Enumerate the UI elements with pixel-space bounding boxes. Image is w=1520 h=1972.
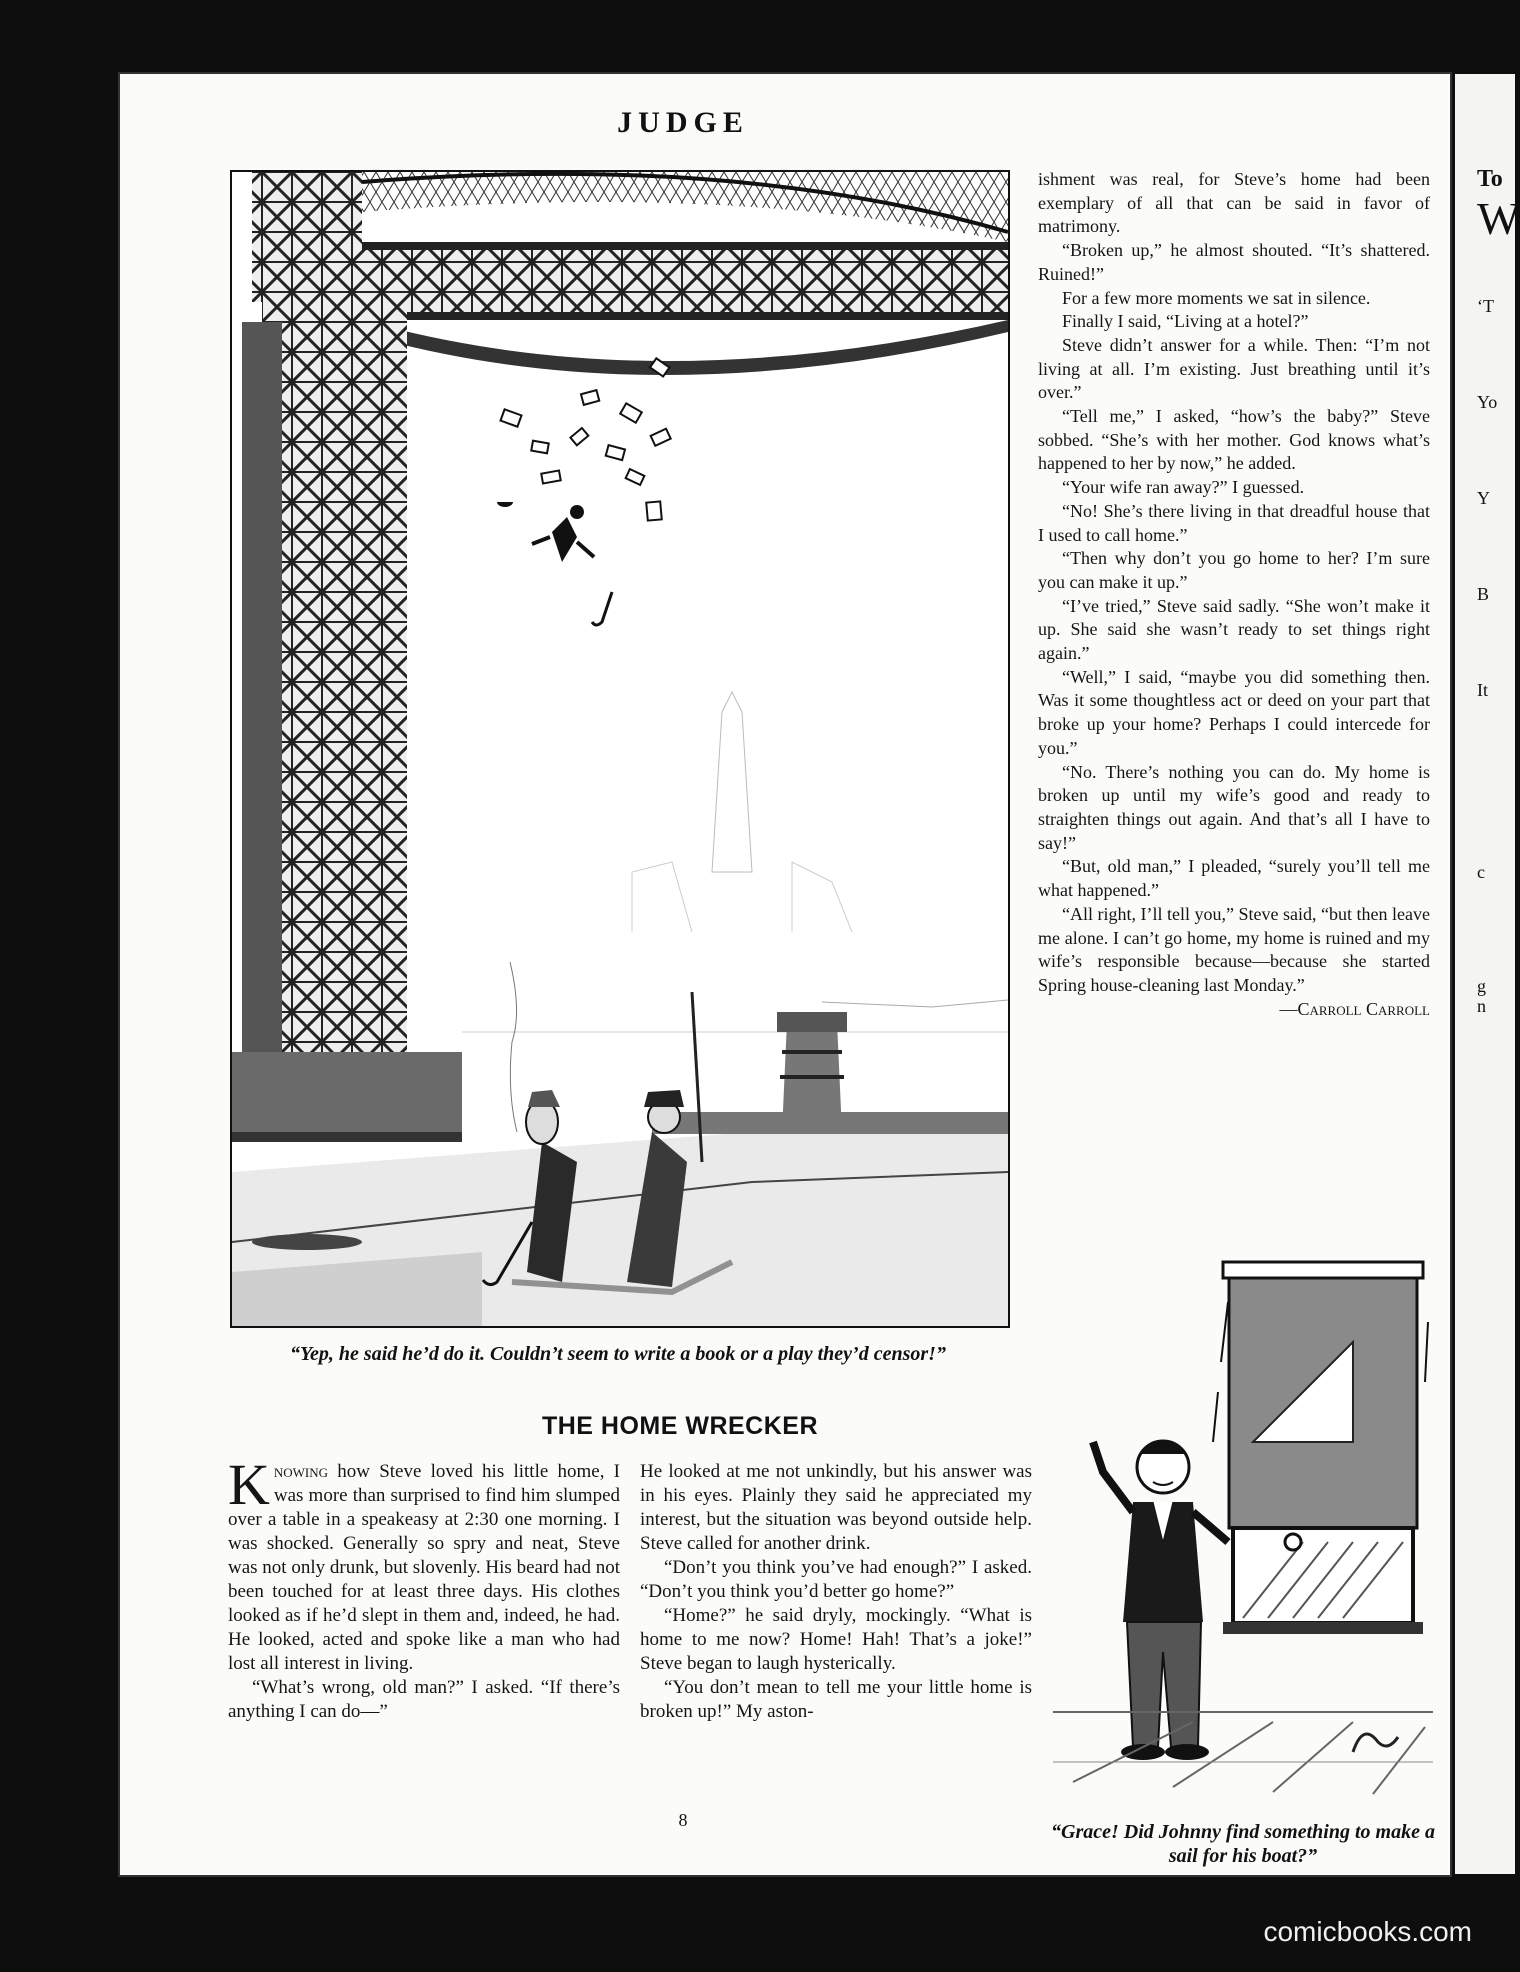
falling-papers [500, 358, 670, 520]
adjacent-page-edge [1455, 74, 1520, 1874]
story-paragraph: “Your wife ran away?” I guessed. [1062, 477, 1305, 498]
adjacent-text: Yo [1477, 392, 1498, 412]
story-paragraph: Steve didn’t answer for a while. Then: “I’m not living at all. I’m existing. Just breathing until it’s over.” [1038, 334, 1430, 403]
bridge-illustration [232, 172, 1008, 1326]
magazine-page [118, 72, 1452, 1877]
story-paragraph: “Then why don’t you go home to her? I’m sure you can make it up.” [1038, 548, 1430, 592]
adjacent-text: To [1477, 166, 1503, 192]
adjacent-text: It [1477, 680, 1488, 700]
story-column-2 [640, 1460, 1032, 1724]
adjacent-text: W [1477, 193, 1520, 244]
story-paragraph: “Broken up,” he almost shouted. “It’s shattered. Ruined!” [1038, 240, 1430, 284]
story-paragraph: He looked at me not unkindly, but his answer was in his eyes. Plainly they said he appreciated my interest, but the situation was beyond outside help. Steve called for another drink. [640, 1461, 1032, 1554]
story-column-3 [1038, 168, 1430, 1021]
adjacent-text: g [1477, 976, 1486, 996]
watermark: comicbooks.com [1263, 1916, 1472, 1947]
story-paragraph: “All right, I’ll tell you,” Steve said, “but then leave me alone. I can’t go home, my home is ruined and my wife’s responsible because—because she started Spring house-cleaning last Monday.” [1038, 903, 1430, 995]
story-paragraph: Knowing how Steve loved his little home, I was more than surprised to find him slumped over a table in a speakeasy at 2:30 one morning. I was shocked. Generally so spry and neat, Steve was not only drunk, but slovenly. His beard had not been touched for at least three days. His clothes looked as if he’d slept in them and, indeed, he had. He looked, acted and spoke like a man who had lost all interest in living. [228, 1452, 620, 1674]
story-column-1 [228, 1452, 620, 1724]
bridge-cartoon-caption: “Yep, he said he’d do it. Couldn’t seem to write a book or a play they’d censor!” [290, 1343, 946, 1365]
bridge-cartoon [230, 170, 1010, 1328]
story-paragraph: Finally I said, “Living at a hotel?” [1062, 311, 1309, 332]
story-paragraph: “You don’t mean to tell me your little home is broken up!” My aston- [640, 1677, 1032, 1722]
adjacent-text: n [1477, 996, 1486, 1016]
adjacent-text: Y [1477, 488, 1490, 508]
story-paragraph: “I’ve tried,” Steve said sadly. “She won’t make it up. She said she wasn’t ready to set things right again.” [1038, 595, 1430, 664]
lead-in: nowing [273, 1461, 329, 1482]
adjacent-text: c [1477, 862, 1485, 882]
story-paragraph: ishment was real, for Steve’s home had been exemplary of all that can be said in favor of matrimony. [1038, 169, 1430, 237]
story-paragraph: “Well,” I said, “maybe you did something then. Was it some thoughtless act or deed on your part that broke up your home? Perhaps I could intercede for you.” [1038, 666, 1430, 758]
window-cartoon-caption: “Grace! Did Johnny find something to make a sail for his boat?” [1051, 1821, 1435, 1867]
page-number: 8 [678, 1810, 688, 1830]
drop-cap: K [228, 1452, 270, 1517]
adjacent-text: B [1477, 584, 1490, 604]
story-paragraph: “What’s wrong, old man?” I asked. “If there’s anything I can do—” [228, 1677, 620, 1722]
story-paragraph: “No! She’s there living in that dreadful house that I used to call home.” [1038, 500, 1430, 545]
story-paragraph: “Home?” he said dryly, mockingly. “What is home to me now? Home! Hah! That’s a joke!” Steve began to laugh hysterically. [640, 1605, 1032, 1674]
story-paragraph: “Don’t you think you’ve had enough?” I asked. “Don’t you think you’d better go home?” [640, 1557, 1032, 1602]
story-paragraph: “Tell me,” I asked, “how’s the baby?” Steve sobbed. “She’s with her mother. God knows what’s happened to her by now,” he added. [1038, 406, 1430, 474]
story-paragraph: “But, old man,” I pleaded, “surely you’ll tell me what happened.” [1038, 856, 1430, 901]
story-paragraph: For a few more moments we sat in silence. [1062, 287, 1371, 308]
falling-man [497, 502, 612, 625]
story-paragraph: “No. There’s nothing you can do. My home is broken up until my wife’s good and ready to straighten things out again. And that’s all I have to say!” [1038, 761, 1430, 853]
window-cartoon [1053, 1182, 1433, 1802]
byline: —Carroll Carroll [1279, 998, 1430, 1019]
window-illustration [1053, 1182, 1433, 1802]
adjacent-text: ‘T [1477, 296, 1494, 316]
masthead: JUDGE [617, 106, 749, 139]
story-title: THE HOME WRECKER [541, 1412, 819, 1440]
